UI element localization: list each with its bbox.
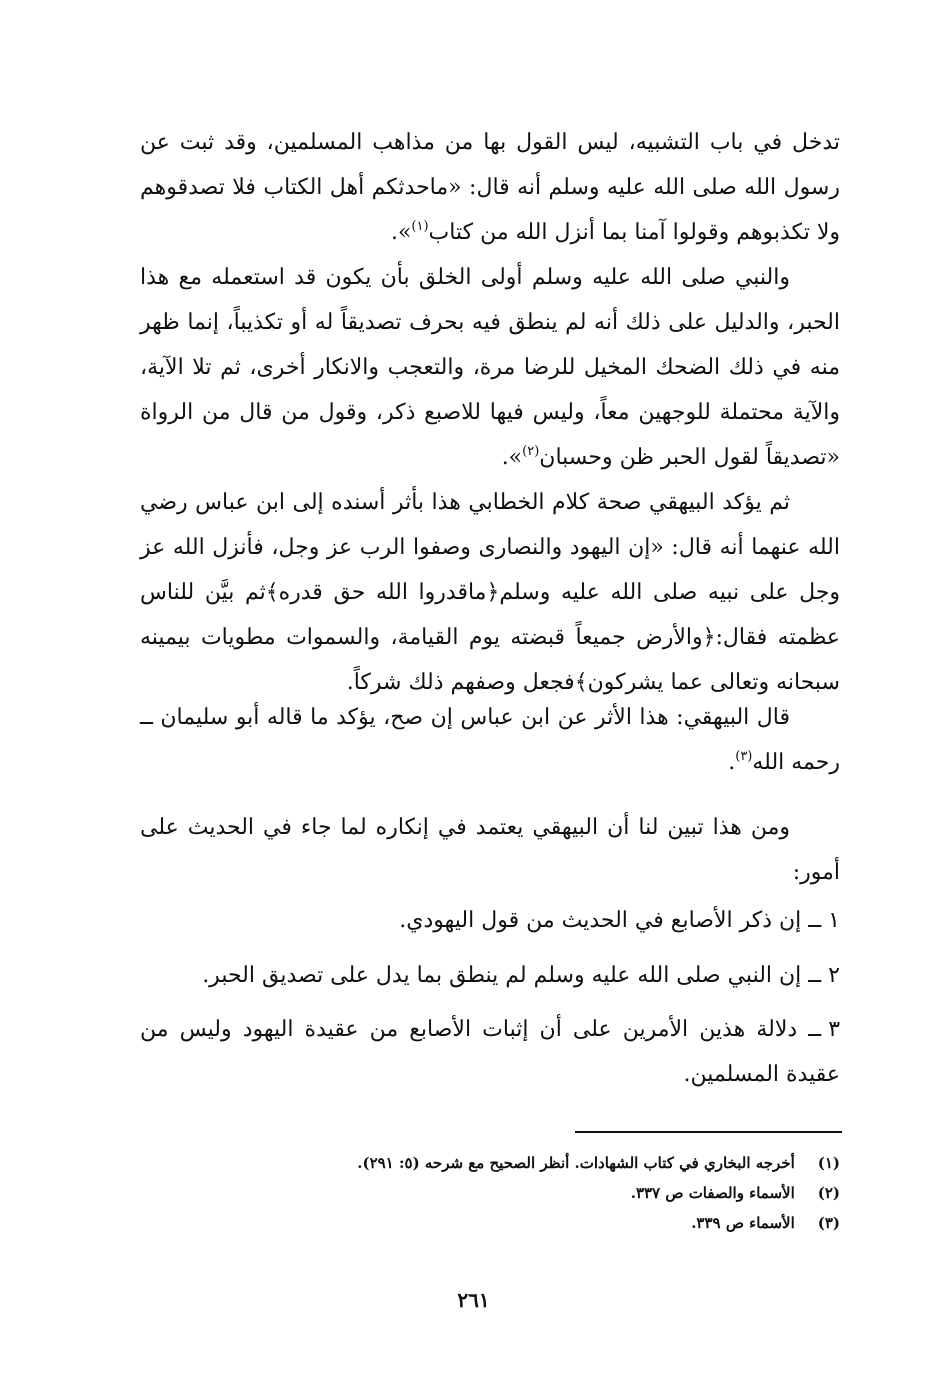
paragraph-5 [140,805,840,895]
list-number: ٣ ــ [808,1017,841,1042]
list-item-1 [140,898,840,943]
footnote-text: الأسماء ص ٣٣٩. [691,1214,795,1232]
paragraph-text: ثم يؤكد البيهقي صحة كلام الخطابي هذا بأثر أسنده إلى ابن عباس رضي الله عنهما أنه قال: «إن اليهود والنصارى وصفوا الرب عز وجل، فأنزل الله عز وجل على نبيه صلى الله عليه وسلم﴿ماقدروا الله حق قدره﴾ثم بيَّن للناس عظمته فقال:﴿والأرض جميعاً قبضته يوم القيامة، والسموات مطويات بيمينه سبحانه وتعالى عما يشركون﴾فجعل وصفهم ذلك شركاً. [140,490,840,695]
page-number: ٢٦١ [457,1288,490,1312]
paragraph-text: ومن هذا تبين لنا أن البيهقي يعتمد في إنكاره لما جاء في الحديث على أمور: [140,815,840,885]
footnote-2 [140,1178,840,1208]
paragraph-text: تدخل في باب التشبيه، ليس القول بها من مذاهب المسلمين، وقد ثبت عن رسول الله صلى الله عليه وسلم أنه قال: «ماحدثكم أهل الكتاب فلا تصدقوهم ولا تكذبوهم وقولوا آمنا بما أنزل الله من كتاب [140,130,840,245]
list-number: ١ ــ [808,908,840,933]
list-text: دلالة هذين الأمرين على أن إثبات الأصابع من عقيدة اليهود وليس من عقيدة المسلمين. [140,1017,840,1087]
list-item-2 [140,953,840,998]
paragraph-4 [140,695,840,785]
paragraph-text: والنبي صلى الله عليه وسلم أولى الخلق بأن يكون قد استعمله مع هذا الحبر، والدليل على ذلك أنه لم ينطق فيه بحرف تصديقاً له أو تكذيباً، إنما ظهر منه في ذلك الضحك المخيل للرضا مرة، والتعجب والانكار أخرى، ثم تلا الآية، والآية محتملة للوجهين معاً، وليس فيها للاصبع ذكر، وقول من قال من الرواة «تصديقاً لقول الحبر ظن وحسبان [140,265,840,470]
paragraph-2 [140,255,840,480]
footnote-number: (٣) [817,1214,840,1232]
footnote-ref: (٣) [735,749,753,764]
footnote-ref: (٢) [522,444,540,459]
list-item-3 [140,1007,840,1097]
paragraph-tail: . [728,750,736,775]
footnote-text: أخرجه البخاري في كتاب الشهادات. أنظر الصحيح مع شرحه (٥: ٢٩١). [357,1154,795,1172]
list-text: إن ذكر الأصابع في الحديث من قول اليهودي. [399,908,802,933]
footnote-divider [575,1131,842,1133]
list-number: ٢ ــ [808,963,840,988]
footnotes [140,1148,840,1238]
list-text: إن النبي صلى الله عليه وسلم لم ينطق بما يدل على تصديق الحبر. [202,963,802,988]
footnote-text: الأسماء والصفات ص ٣٣٧. [630,1184,795,1202]
paragraph-1 [140,120,840,255]
footnote-ref: (١) [411,219,429,234]
footnote-number: (٢) [817,1184,840,1202]
footnote-number: (١) [817,1154,840,1172]
paragraph-tail: ». [390,220,412,245]
paragraph-text: قال البيهقي: هذا الأثر عن ابن عباس إن صح، يؤكد ما قاله أبو سليمان ــ رحمه الله [140,705,840,775]
paragraph-tail: ». [501,445,523,470]
footnote-1 [140,1148,840,1178]
footnote-3 [140,1208,840,1238]
paragraph-3 [140,480,840,705]
